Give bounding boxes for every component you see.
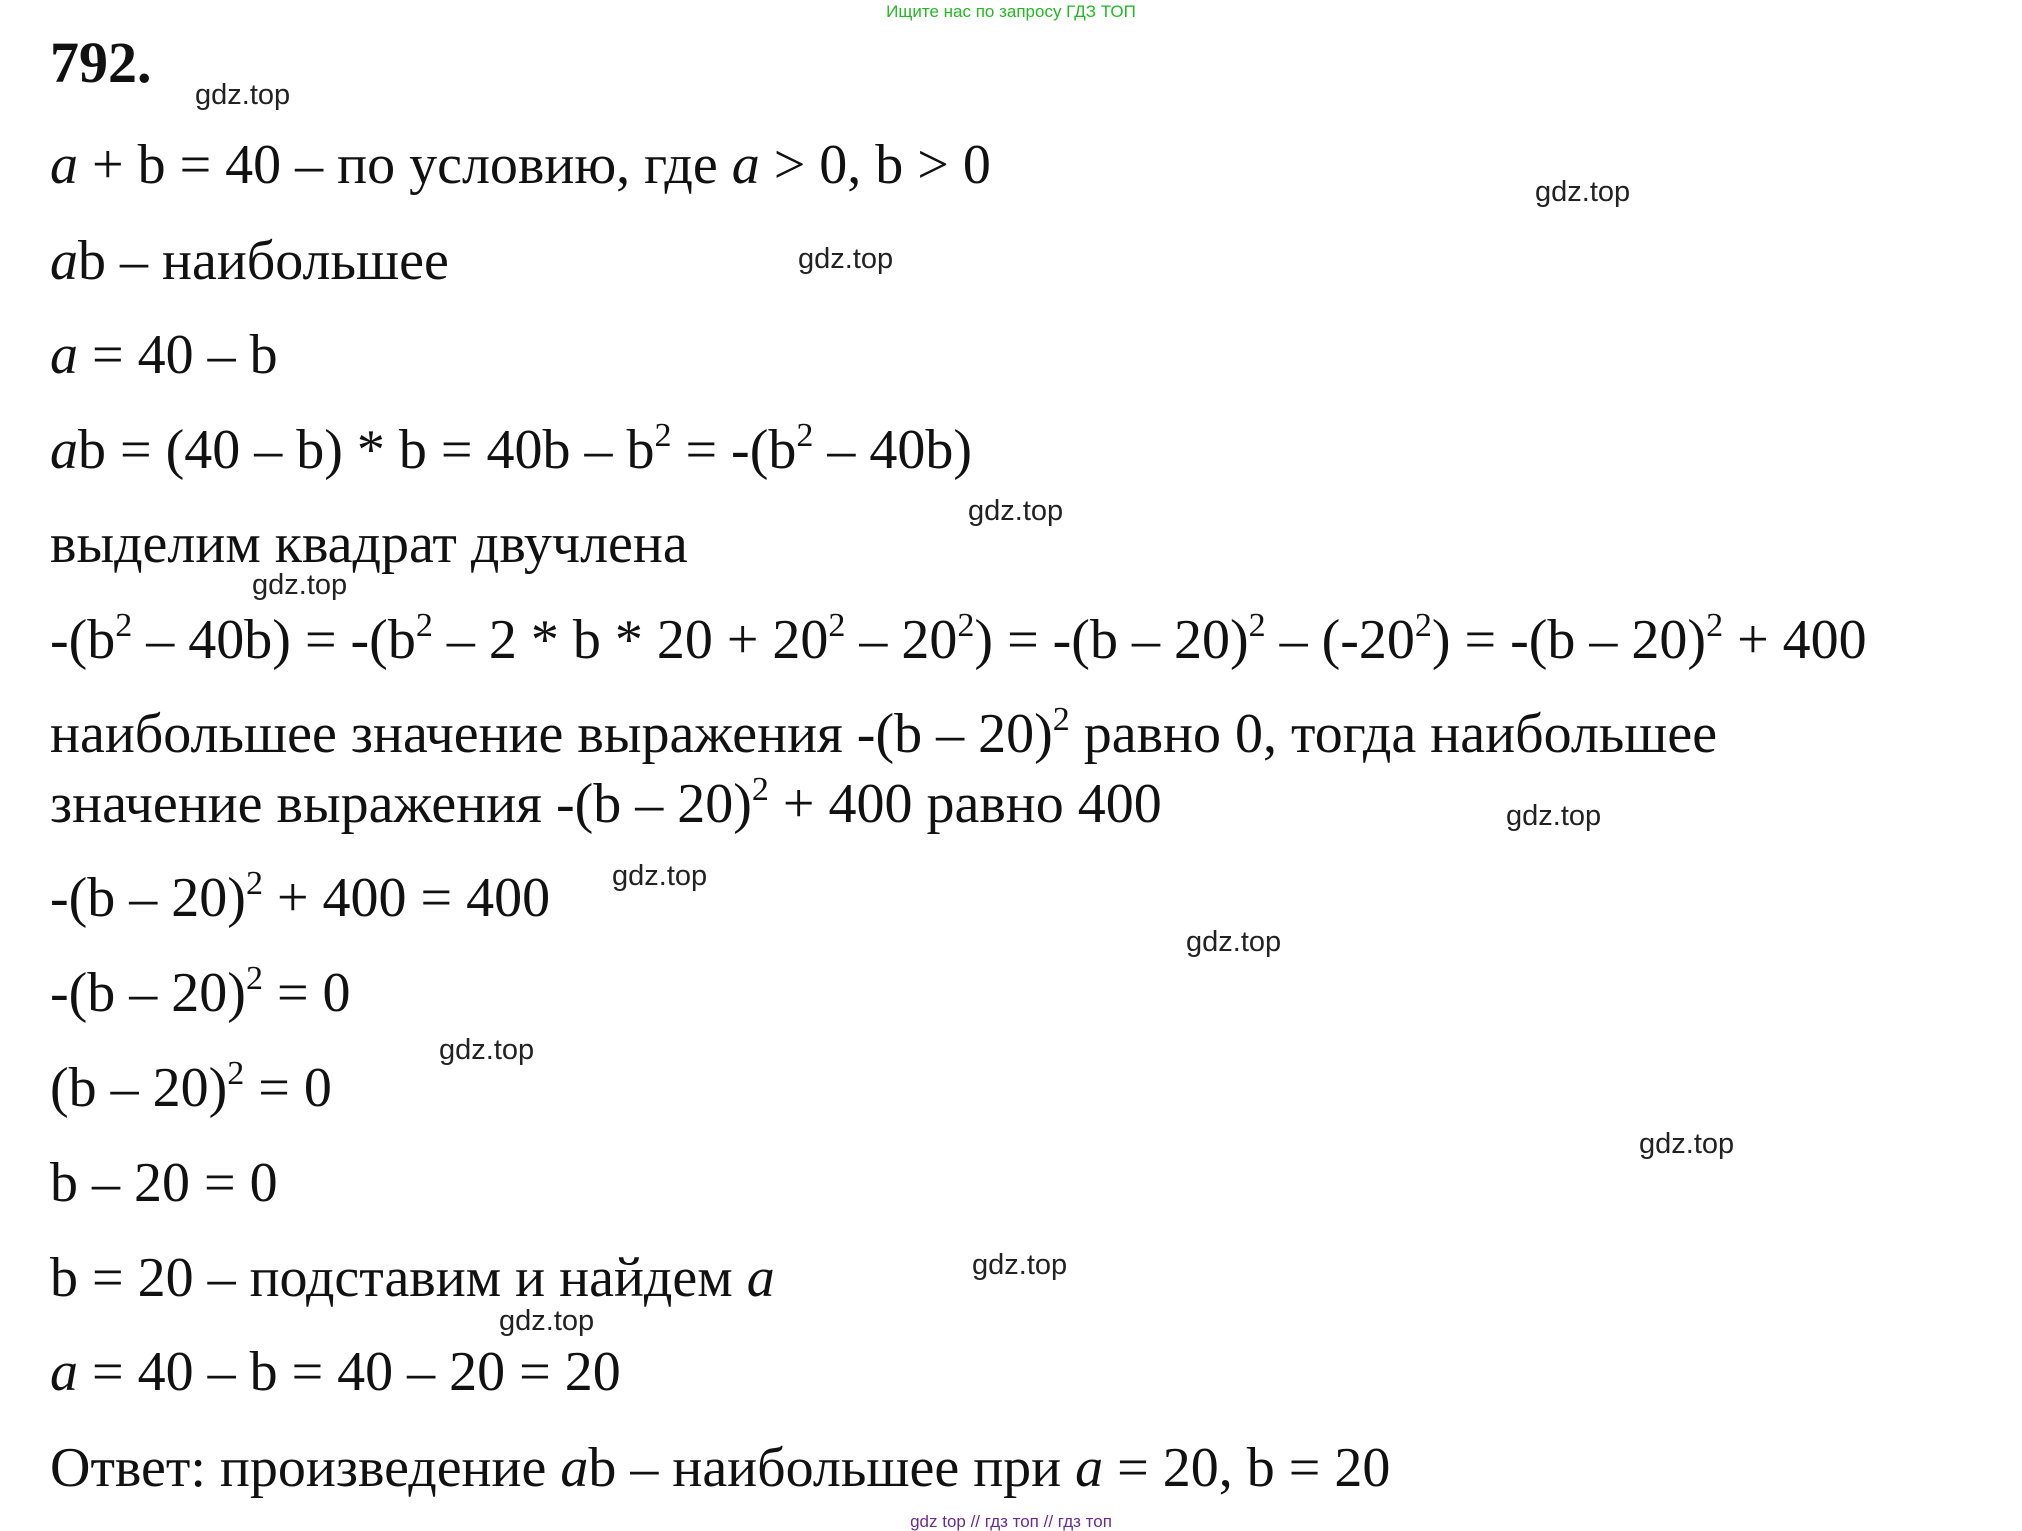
watermark: gdz.top bbox=[968, 495, 1064, 527]
watermark: gdz.top bbox=[612, 860, 708, 892]
solution-line-2: ab – наибольшее bbox=[50, 230, 449, 292]
solution-line-1: a + b = 40 – по условию, где a > 0, b > 0 bbox=[50, 134, 991, 196]
solution-line-8: значение выражения -(b – 20)$^2$ + 400 равно 400 bbox=[50, 771, 1162, 835]
answer-line: Ответ: произведение ab – наибольшее при a = 20, b = 20 bbox=[50, 1437, 1391, 1499]
solution-line-12: b – 20 = 0 bbox=[50, 1152, 278, 1214]
watermark: gdz.top bbox=[499, 1305, 595, 1337]
solution-line-14: a = 40 – b = 40 – 20 = 20 bbox=[50, 1341, 621, 1403]
watermark: gdz.top bbox=[798, 243, 894, 275]
watermark: gdz.top bbox=[1506, 800, 1602, 832]
watermark: gdz.top bbox=[972, 1249, 1068, 1281]
solution-line-10: -(b – 20)$^2$ = 0 bbox=[50, 960, 351, 1024]
watermark: gdz.top bbox=[195, 79, 291, 111]
watermark: gdz.top bbox=[1535, 176, 1631, 208]
solution-line-4: ab = $(40 - b) * b = 40b - b^2 = -(b^2 - 40b)$ bbox=[50, 417, 973, 481]
solution-line-7: наибольшее значение выражения -(b – 20)$^2$ равно 0, тогда наибольшее bbox=[50, 701, 1718, 765]
solution-line-9: -(b – 20)$^2$ + 400 = 400 bbox=[50, 865, 551, 929]
problem-number: 792. bbox=[50, 30, 152, 95]
top-banner[interactable]: Ищите нас по запросу ГДЗ ТОП bbox=[886, 2, 1136, 21]
solution-line-13: b = 20 – подставим и найдем a bbox=[50, 1247, 775, 1309]
solution-line-6: $-(b^2 - 40b) = -(b^2 - 2 * b * 20 + 20^2 - 20^2) = -(b - 20)^2 - (-20^2) = -(b - 20)^2 + 400$ bbox=[50, 607, 1867, 671]
solution-line-5: выделим квадрат двучлена bbox=[50, 513, 688, 575]
watermark: gdz.top bbox=[439, 1034, 535, 1066]
watermark: gdz.top bbox=[1186, 926, 1282, 958]
solution-line-3: a = 40 – b bbox=[50, 324, 278, 386]
watermark: gdz.top bbox=[1639, 1128, 1735, 1160]
watermark: gdz.top bbox=[252, 569, 348, 601]
footer-links[interactable]: gdz top // гдз топ // гдз топ bbox=[910, 1512, 1112, 1531]
solution-line-11: (b – 20)$^2$ = 0 bbox=[50, 1055, 332, 1119]
